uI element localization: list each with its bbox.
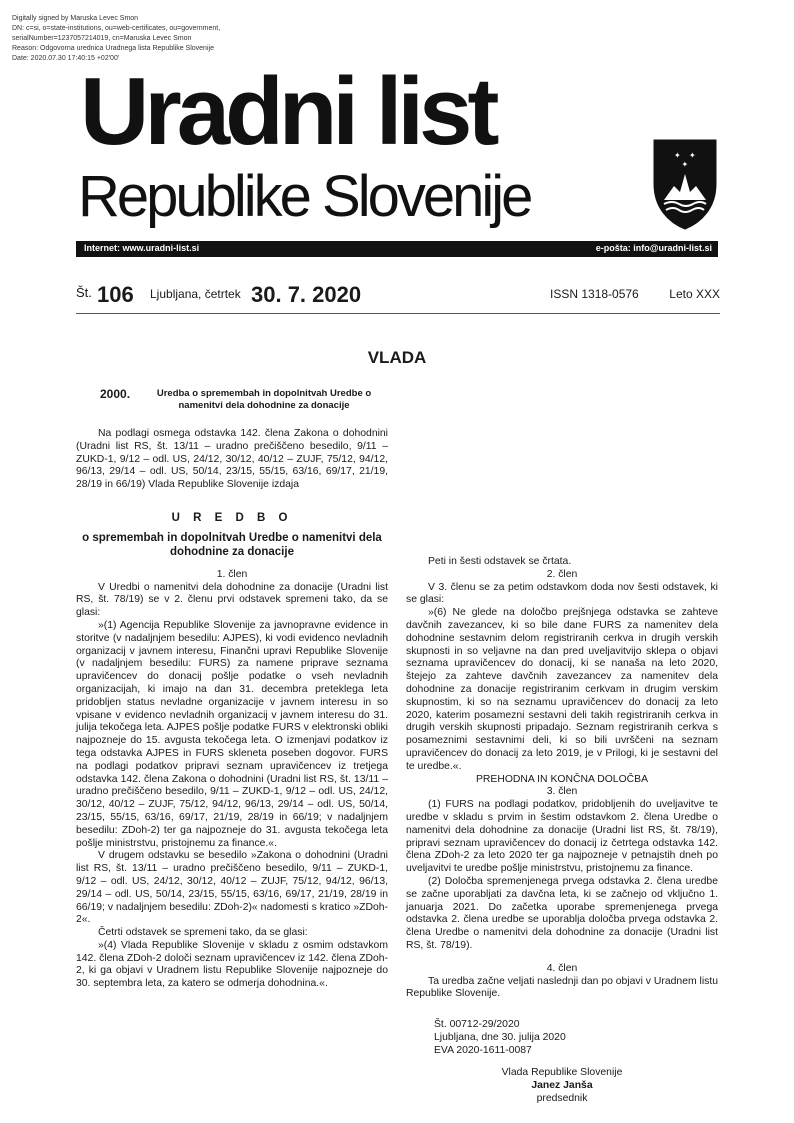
section-heading: VLADA xyxy=(367,348,427,367)
coat-of-arms-icon xyxy=(652,138,718,230)
signature-line: Reason: Odgovorna urednica Uradnega lista Republike Slovenije xyxy=(12,45,214,52)
paragraph: Ta uredba začne veljati naslednji dan po objavi v Uradnem listu Republike Slovenije. xyxy=(406,975,718,1000)
paragraph: (2) Določba spremenjenega prvega odstavka 2. člena uredbe se začne uporabljati za davčna leta, ki se začnejo od vključno 1. januarja 2021. Do začetka uporabe spremenjenega prvega odstavka 2. člena uredbe se uporablja določba prvega odstavka 2. člena Uredbe o namenitvi dela dohodnine za donacije (Uradni list RS, št. 78/19). xyxy=(406,875,718,951)
issn: ISSN 1318-0576 xyxy=(550,287,639,301)
document-title: Uredba o spremembah in dopolnitvah Uredbe o namenitvi dela dohodnine za donacije xyxy=(156,388,372,411)
svg-text:✦: ✦ xyxy=(681,160,689,169)
masthead-bar xyxy=(76,241,718,257)
signature-line: Date: 2020.07.30 17:40:15 +02'00' xyxy=(12,55,120,62)
paragraph: V Uredbi o namenitvi dela dohodnine za donacije (Uradni list RS, št. 78/19) se v 2. členu prvi odstavek spremeni tako, da se glasi: xyxy=(76,581,388,619)
signature-line: Digitally signed by Maruska Levec Smon xyxy=(12,15,139,22)
signatory-name: Janez Janša xyxy=(531,1080,593,1092)
paragraph: V drugem odstavku se besedilo »Zakona o dohodnini (Uradni list RS, št. 13/11 – uradno prečiščeno besedilo, 9/11 – ZUKD-1, 9/12 – odl. US, 24/12, 30/12, 40/12 – ZUJF, 75/12, 94/12, 96/13, 29/14 – odl. US, 50/14, 23/15, 55/15, 63/16, 69/17, 21/19, 28/19 in 66/19; v nadaljnjem besedilu: ZDoh-2)« nadomesti s kratico »ZDoh-2«. xyxy=(76,850,388,926)
article-heading: 1. člen xyxy=(216,568,248,580)
digital-signature xyxy=(12,14,220,64)
place-date: Ljubljana, dne 30. julija 2020 xyxy=(434,1031,566,1043)
signatory-organization: Vlada Republike Slovenije xyxy=(501,1067,623,1079)
act-title: o spremembah in dopolnitvah Uredbe o namenitvi dela dohodnine za donacije xyxy=(82,531,382,558)
volume-year: Leto XXX xyxy=(669,287,720,301)
divider xyxy=(76,313,720,314)
masthead-subtitle: Republike Slovenije xyxy=(78,164,531,229)
paragraph: Četrti odstavek se spremeni tako, da se glasi: xyxy=(98,927,308,939)
document-heading xyxy=(100,388,388,412)
svg-text:✦: ✦ xyxy=(674,151,681,160)
paragraph: »(4) Vlada Republike Slovenije v skladu z osmim odstavkom 142. člena ZDoh-2 določi seznam upravičencev iz 142. člena ZDoh-2, ki ga objavi v Uradnem listu Republike Slovenije najpozneje do 30. septembra leta, za katero se odmerja dohodnina.«. xyxy=(76,939,388,990)
reference-number: Št. 00712-29/2020 xyxy=(434,1019,520,1031)
email-link[interactable]: e-pošta: info@uradni-list.si xyxy=(595,243,712,253)
website-link[interactable]: Internet: www.uradni-list.si xyxy=(84,243,200,253)
eva-number: EVA 2020-1611-0087 xyxy=(434,1044,532,1056)
signatory-role: predsednik xyxy=(536,1093,588,1105)
preamble: Na podlagi osmega odstavka 142. člena Zakona o dohodnini (Uradni list RS, št. 13/11 – uradno prečiščeno besedilo, 9/11 – ZUKD-1, 9/12 – odl. US, 24/12, 30/12, 40/12 – ZUJF, 75/12, 94/12, 96/13, 29/14 – odl. US, 50/14, 23/15, 55/15, 63/16, 69/17, 21/19, 28/19 in 66/19) Vlada Republike Slovenije izdaja xyxy=(76,428,388,491)
svg-text:✦: ✦ xyxy=(689,151,696,160)
document-number: 2000. xyxy=(100,387,131,401)
signature-line: serialNumber=1237057214019, cn=Maruska Levec Smon xyxy=(12,35,192,42)
paragraph: »(6) Ne glede na določbo prejšnjega odstavka se zahteve davčnih zavezancev, ki so bile dane FURS za namenitev dela dohodnine sestavnim delom registriranih cerkva in drugih verskih skupnosti in so veljavne na dan pred uveljavitvijo sklepa o objavi seznama upravičencev do donacij, ki se nanaša na leto 2020, štejejo za zahteve davčnih zavezancev za namenitev dela dohodnine za donacije registriranim cerkvam in drugim verskim skupnostim, ki so na seznamu upravičencev do donacij za leto 2020, katerim posamezni sestavni deli takih registriranih cerkva in drugih verskih skupnosti pripadajo. Seznam registriranih cerkva s posameznimi sestavnimi deli, ki so bili uvrščeni na seznam upravičencev do donacij za leto 2019, je v Prilogi, ki je sestavni del te uredbe.«. xyxy=(406,607,718,772)
paragraph: »(1) Agencija Republike Slovenije za javnopravne evidence in storitve (v nadaljnjem besedilu: AJPES), ki vodi evidenco nevladnih organizacij v javnem interesu, Finančni upravi Republike Slovenije (v nadaljnjem besedilu: FURS) za namene priprave seznama upravičencev do donacij pošlje podatke o vseh nevladnih organizacijah, ki imajo na dan 31. decembra preteklega leta pridobljen status nevladne organizacije v javnem interesu in so vpisane v evidenco nevladnih organizacij v javnem interesu do 31. julija tekočega leta. AJPES pošlje podatke FURS v elektronski obliki najpozneje do 15. avgusta tekočega leta. O izmenjavi podatkov iz tega odstavka AJPES in FURS skleneta poseben dogovor. FURS na podlagi podatkov pripravi seznam upravičencev iz tretjega odstavka 142. člena Zakona o dohodnini (Uradni list RS, št. 13/11 – uradno prečiščeno besedilo, 9/11 – ZUKD-1, 9/12 – odl. US, 24/12, 30/12, 40/12 – ZUJF, 75/12, 94/12, 96/13, 29/14 – odl. US, 50/14, 23/15, 55/15, 63/16, 69/17, 21/19, 28/19 in 66/19; v nadaljnjem besedilu: ZDoh-2) ter ga najpozneje do 31. avgusta tekočega leta pošlje ministrstvu, pristojnemu za finance.«. xyxy=(76,619,388,849)
paragraph: (1) FURS na podlagi podatkov, pridobljenih do uveljavitve te uredbe v skladu s prvim in šestim odstavkom 2. člena Uredbe o namenitvi dela dohodnine za donacije (Uradni list RS, št. 78/19), pripravi seznam upravičencev do donacij iz četrtega odstavka 142. člena ZDoh-2 za leto 2020 ter ga najpozneje v petnajstih dneh po uveljavitvi te uredbe pošlje ministrstvu, pristojnemu za finance. xyxy=(406,799,718,875)
article-heading: 2. člen xyxy=(546,568,578,580)
paragraph: V 3. členu se za petim odstavkom doda nov šesti odstavek, ki se glasi: xyxy=(406,581,718,606)
masthead-title: Uradni list xyxy=(80,58,495,165)
issue-place-day: Ljubljana, četrtek xyxy=(150,287,241,301)
issue-line xyxy=(76,283,720,309)
issue-date: 30. 7. 2020 xyxy=(251,282,362,307)
article-heading: 3. člen xyxy=(546,786,578,798)
text-column-left xyxy=(76,388,388,991)
act-type: U R E D B O xyxy=(171,511,293,524)
signature-line: DN: c=si, o=state-institutions, ou=web-certificates, ou=government, xyxy=(12,25,221,32)
paragraph: Peti in šesti odstavek se črtata. xyxy=(428,556,572,567)
text-column-right xyxy=(406,388,718,1106)
article-heading: 4. člen xyxy=(546,962,578,974)
issue-number-label: Št. xyxy=(76,285,92,300)
section-subheading: PREHODNA IN KONČNA DOLOČBA xyxy=(475,773,649,785)
issue-number: 106 xyxy=(97,282,134,307)
